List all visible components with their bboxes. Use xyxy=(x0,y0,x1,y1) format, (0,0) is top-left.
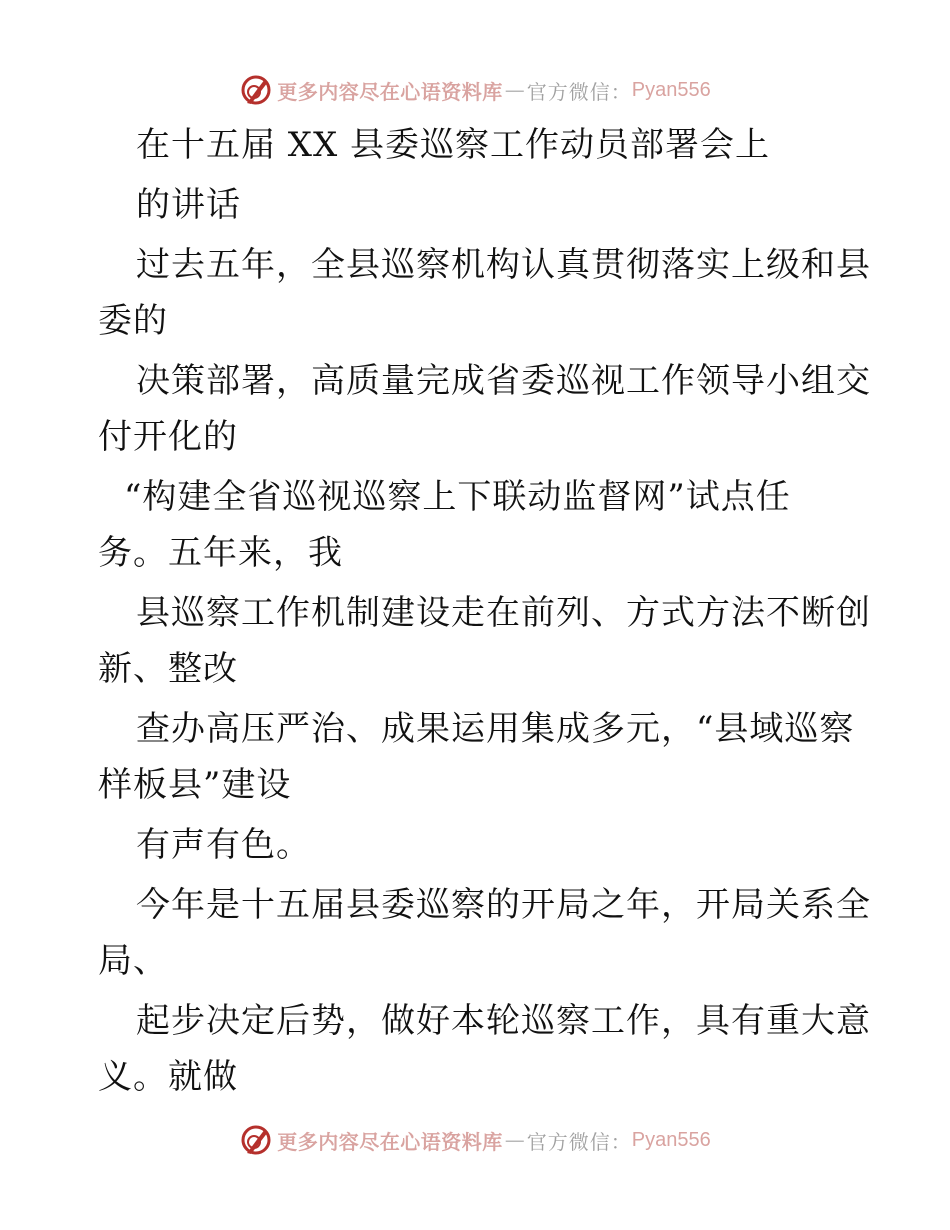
banner-main-text: 更多内容尽在心语资料库 xyxy=(277,1129,503,1154)
paragraph-line: 义。就做 xyxy=(98,1057,238,1097)
paragraph-line: “构建全省巡视巡察上下联动监督网”试点任 xyxy=(124,477,791,517)
paragraph-line: 局、 xyxy=(98,941,168,981)
banner-wechat-id: Pyan556 xyxy=(631,1128,711,1151)
paragraph-line: 县巡察工作机制建设走在前列、方式方法不断创 xyxy=(136,593,871,633)
banner-official-label: 官方微信： xyxy=(526,79,632,104)
document-title-line-1: 在十五届 XX 县委巡察工作动员部署会上 xyxy=(136,125,771,165)
quill-logo-icon xyxy=(239,73,273,107)
banner-wechat-id: Pyan556 xyxy=(631,78,711,101)
paragraph-line: 今年是十五届县委巡察的开局之年，开局关系全 xyxy=(136,885,871,925)
banner-official-label: 官方微信： xyxy=(526,1129,632,1154)
paragraph-line: 务。五年来，我 xyxy=(98,533,343,573)
footer-watermark-banner xyxy=(0,1120,950,1160)
paragraph-line: 查办高压严治、成果运用集成多元，“县域巡察 xyxy=(136,709,855,749)
paragraph-line: 决策部署，高质量完成省委巡视工作领导小组交 xyxy=(136,361,871,401)
banner-separator: — xyxy=(504,1128,525,1152)
paragraph-line: 过去五年，全县巡察机构认真贯彻落实上级和县 xyxy=(136,245,871,285)
paragraph-line: 新、整改 xyxy=(98,649,238,689)
quill-logo-icon xyxy=(239,1123,273,1157)
paragraph-line: 委的 xyxy=(98,301,168,341)
header-watermark-banner xyxy=(0,70,950,110)
banner-separator: — xyxy=(504,78,525,102)
paragraph-line: 有声有色。 xyxy=(136,825,311,865)
paragraph-line: 起步决定后势，做好本轮巡察工作，具有重大意 xyxy=(136,1001,871,1041)
banner-main-text: 更多内容尽在心语资料库 xyxy=(277,79,503,104)
paragraph-line: 付开化的 xyxy=(98,417,238,457)
document-title-line-2: 的讲话 xyxy=(136,185,241,225)
paragraph-line: 样板县”建设 xyxy=(98,765,292,805)
